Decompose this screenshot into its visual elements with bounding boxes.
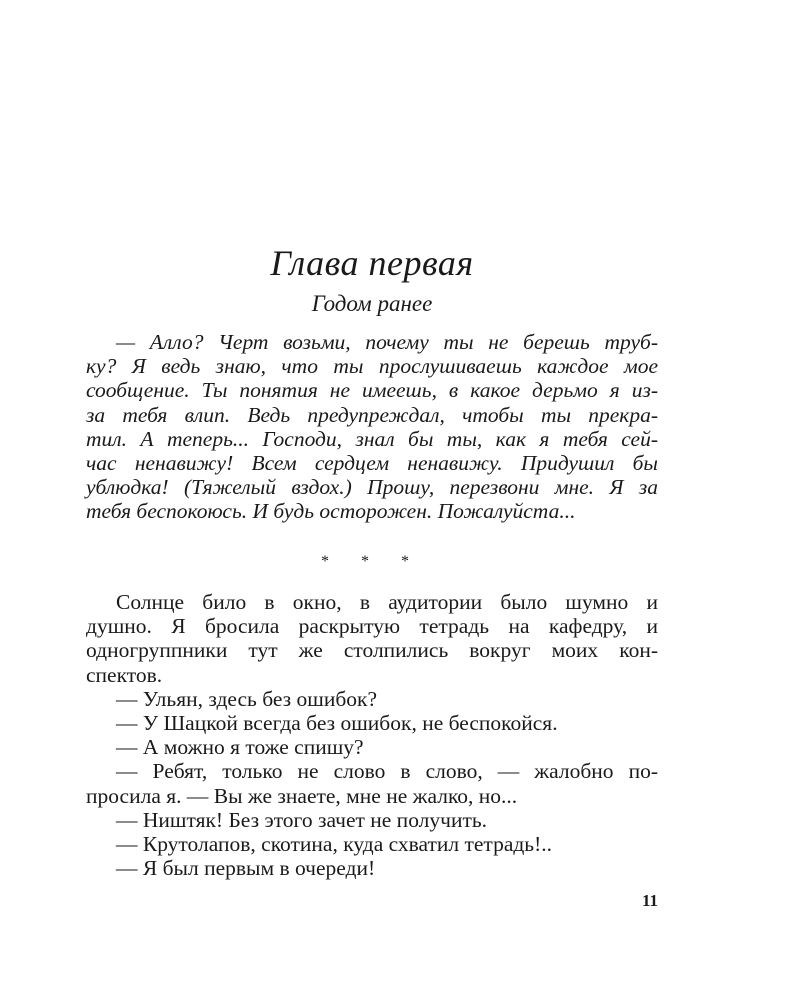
epigraph-line: тебя беспокоюсь. И будь осторожен. Пожалуйста... <box>86 499 576 524</box>
dialogue-line: — У Шацкой всегда без ошибок, не беспокойся. <box>116 711 558 736</box>
body-line: душно. Я бросила раскрытую тетрадь на кафедру, и <box>86 614 658 639</box>
dialogue-line: — Я был первым в очереди! <box>116 856 376 881</box>
dialogue-line: просила я. — Вы же знаете, мне не жалко, но... <box>86 783 518 808</box>
body-line: Солнце било в окно, в аудитории было шумно и <box>116 590 658 614</box>
epigraph-line: — Алло? Черт возьми, почему ты не берешь труб- <box>116 330 658 354</box>
body-line: спектов. <box>86 662 163 687</box>
chapter-subtitle: Годом ранее <box>311 291 433 316</box>
epigraph-paragraph <box>86 330 658 524</box>
epigraph-line: ублюдка! (Тяжелый вздох.) Прошу, перезвони мне. Я за <box>86 475 658 500</box>
dialogue-line: — Ульян, здесь без ошибок? <box>116 686 378 711</box>
section-separator: * * * <box>321 553 423 570</box>
epigraph-line: тил. А теперь... Господи, знал бы ты, как я тебя сей- <box>86 426 658 451</box>
epigraph-line: час ненавижу! Всем сердцем ненавижу. Придушил бы <box>86 451 658 476</box>
dialogue-line: — Крутолапов, скотина, куда схватил тетрадь!.. <box>116 832 553 857</box>
dialogue-line: — А можно я тоже спишу? <box>116 735 364 760</box>
epigraph-line: сообщение. Ты понятия не имеешь, в какое дерьмо я из- <box>86 378 658 403</box>
chapter-title: Глава первая <box>270 243 474 283</box>
dialogue-line: — Ребят, только не слово в слово, — жалобно по- <box>116 759 658 784</box>
epigraph-line: за тебя влип. Ведь предупреждал, чтобы ты прекра- <box>86 402 658 427</box>
body-text <box>86 590 658 880</box>
epigraph-line: ку? Я ведь знаю, что ты прослушиваешь каждое мое <box>86 354 658 379</box>
page-number: 11 <box>641 891 658 910</box>
body-line: одногруппники тут же столпились вокруг моих кон- <box>86 638 658 663</box>
dialogue-line: — Ништяк! Без этого зачет не получить. <box>116 807 488 832</box>
